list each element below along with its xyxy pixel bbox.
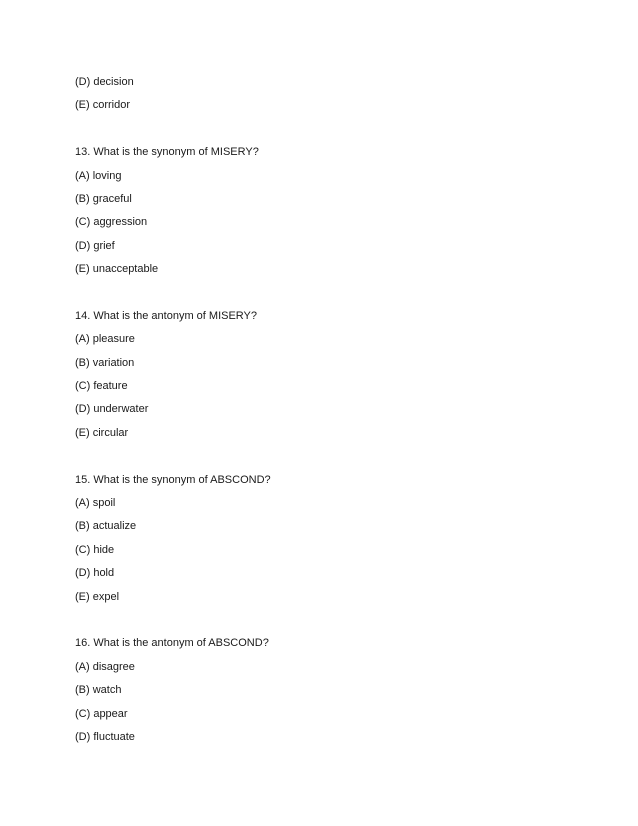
question-15-option-e: (E) expel <box>75 590 120 603</box>
question-13-option-d: (D) grief <box>75 239 115 252</box>
question-14-option-a: (A) pleasure <box>75 333 135 346</box>
option-e: (E) corridor <box>75 99 131 112</box>
question-15-option-b: (B) actualize <box>75 520 137 533</box>
spacer <box>75 286 575 309</box>
question-16-option-d: (D) fluctuate <box>75 730 135 743</box>
question-15-option-d: (D) hold <box>75 567 115 580</box>
spacer <box>75 122 575 145</box>
question-13-option-b: (B) graceful <box>75 192 132 205</box>
spacer <box>75 449 575 472</box>
question-list <box>75 75 575 753</box>
option-d: (D) decision <box>75 76 134 88</box>
question-15-option-c: (C) hide <box>75 543 115 556</box>
question-14-option-b: (B) variation <box>75 356 135 369</box>
question-13-option-a: (A) loving <box>75 169 122 182</box>
question-13-option-e: (E) unacceptable <box>75 263 159 276</box>
question-14-option-c: (C) feature <box>75 380 128 393</box>
question-15-option-a: (A) spoil <box>75 497 116 510</box>
question-16-option-a: (A) disagree <box>75 660 135 673</box>
question-13-option-c: (C) aggression <box>75 216 148 229</box>
question-16-prompt: 16. What is the antonym of ABSCOND? <box>75 637 269 650</box>
question-14-prompt: 14. What is the antonym of MISERY? <box>75 309 257 322</box>
question-16-option-c: (C) appear <box>75 707 128 720</box>
question-14-option-d: (D) underwater <box>75 403 149 416</box>
question-13-prompt: 13. What is the synonym of MISERY? <box>75 146 259 159</box>
question-16-option-b: (B) watch <box>75 684 122 697</box>
spacer <box>75 613 575 636</box>
question-14-option-e: (E) circular <box>75 426 129 439</box>
question-15-prompt: 15. What is the synonym of ABSCOND? <box>75 473 271 486</box>
